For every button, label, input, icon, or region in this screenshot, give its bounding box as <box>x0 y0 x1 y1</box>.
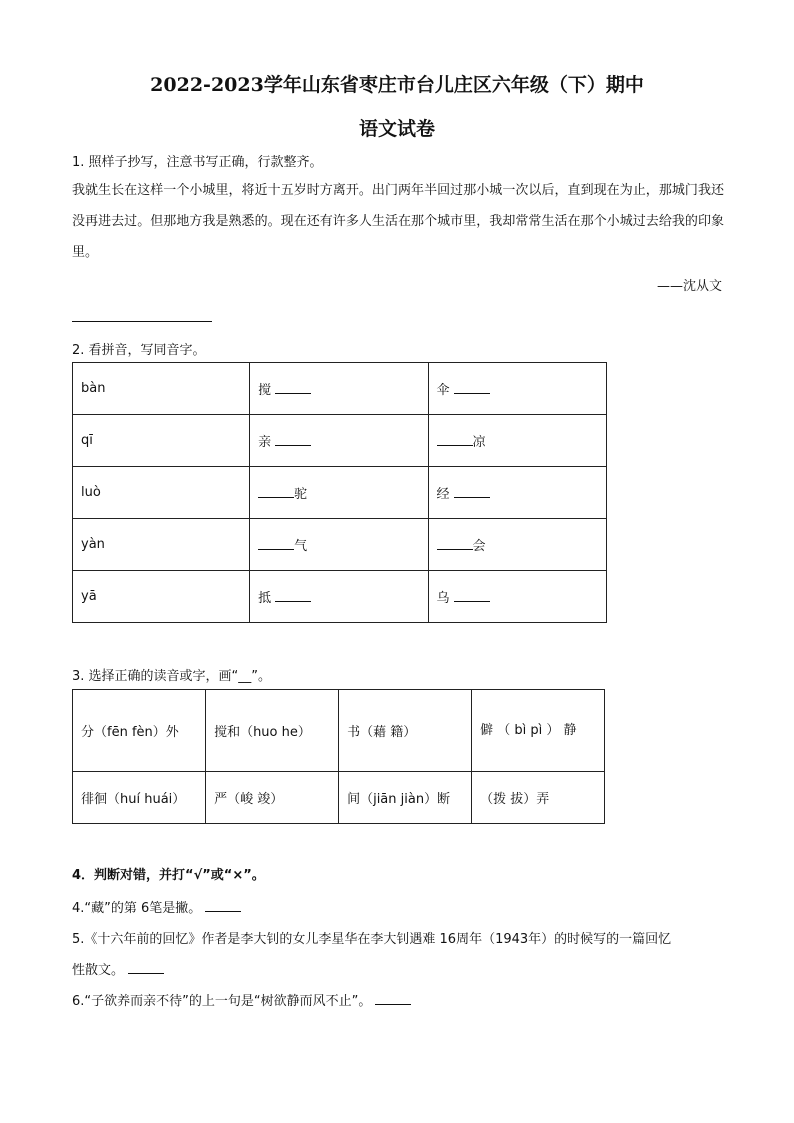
choice-cell[interactable]: 徘徊（huí huái） <box>73 772 206 824</box>
choice-cell[interactable]: 僻 （ bì pì ） 静 <box>472 690 605 772</box>
word-cell <box>250 519 428 571</box>
choice-cell[interactable]: 间（jiān jiàn）断 <box>339 772 472 824</box>
judge-item-text: 5.《十六年前的回忆》作者是李大钊的女儿李星华在李大钊遇难 16周年（1943年）的时候写的一篇回忆 <box>72 932 672 947</box>
word-cell <box>250 363 428 415</box>
pinyin-cell: yàn <box>73 519 250 571</box>
answer-blank[interactable] <box>454 487 490 498</box>
judge-item-continued <box>72 959 164 978</box>
table-row <box>73 690 605 772</box>
choice-table <box>72 689 605 824</box>
word-prefix: 乌 <box>436 591 454 606</box>
word-prefix: 经 <box>436 487 454 502</box>
q2-prompt: 2. 看拼音，写同音字。 <box>72 343 206 358</box>
choice-cell[interactable]: （拨 拔）弄 <box>472 772 605 824</box>
word-prefix: 亲 <box>258 435 276 450</box>
q1-author: ——沈从文 <box>656 279 722 294</box>
q1-passage: 我就生长在这样一个小城里，将近十五岁时方离开。出门两年半回过那小城一次以后，直到现在为止，那城门我还没再进去过。但那地方我是熟悉的。现在还有许多人生活在那个城市里，我却常常生活在那个小城过去给我的印象里。 <box>72 183 724 260</box>
q4-heading: 4．判断对错，并打“√”或“×”。 <box>72 868 265 883</box>
table-row <box>73 772 605 824</box>
pinyin-cell: yā <box>73 571 250 623</box>
pinyin-cell: bàn <box>73 363 250 415</box>
choice-cell[interactable]: 严（峻 竣） <box>206 772 339 824</box>
word-cell <box>250 415 428 467</box>
exam-subtitle: 语文试卷 <box>358 118 435 140</box>
word-cell <box>428 363 606 415</box>
pinyin-table <box>72 362 607 623</box>
choice-cell[interactable]: 分（fēn fèn）外 <box>73 690 206 772</box>
answer-blank[interactable] <box>258 487 294 498</box>
word-cell <box>250 467 428 519</box>
pinyin-cell: luò <box>73 467 250 519</box>
q1-prompt: 1. 照样子抄写，注意书写正确，行款整齐。 <box>72 155 323 170</box>
word-cell <box>428 571 606 623</box>
answer-blank[interactable] <box>437 539 473 550</box>
word-suffix: 会 <box>472 539 486 554</box>
judge-item-text: 性散文。 <box>72 963 125 978</box>
answer-blank[interactable] <box>205 901 241 912</box>
word-suffix: 驼 <box>294 487 308 502</box>
word-prefix: 搅 <box>258 383 276 398</box>
judge-item-text: 4.“藏”的第 6笔是撇。 <box>72 901 202 916</box>
table-row <box>73 363 607 415</box>
judge-item-text: 6.“子欲养而亲不待”的上一句是“树欲静而风不止”。 <box>72 994 372 1009</box>
table-row <box>73 467 607 519</box>
word-cell <box>428 415 606 467</box>
judge-item <box>72 928 671 947</box>
word-suffix: 凉 <box>472 435 486 450</box>
judge-item <box>72 897 241 916</box>
answer-blank[interactable] <box>275 591 311 602</box>
judge-item <box>72 990 411 1009</box>
word-cell <box>428 467 606 519</box>
answer-blank[interactable] <box>128 963 164 974</box>
table-row <box>73 519 607 571</box>
answer-blank[interactable] <box>454 591 490 602</box>
word-prefix: 抵 <box>258 591 276 606</box>
exam-title: 2022-2023学年山东省枣庄市台儿庄区六年级（下）期中 <box>150 74 644 96</box>
word-cell <box>428 519 606 571</box>
table-row <box>73 415 607 467</box>
q3-prompt: 3. 选择正确的读音或字，画“__”。 <box>72 669 272 684</box>
pinyin-cell: qī <box>73 415 250 467</box>
word-suffix: 气 <box>294 539 308 554</box>
answer-blank[interactable] <box>258 539 294 550</box>
answer-blank[interactable] <box>437 435 473 446</box>
word-prefix: 伞 <box>436 383 454 398</box>
q1-answer-line[interactable] <box>72 321 212 322</box>
choice-cell[interactable]: 搅和（huo he） <box>206 690 339 772</box>
answer-blank[interactable] <box>275 383 311 394</box>
choice-cell[interactable]: 书（藉 籍） <box>339 690 472 772</box>
answer-blank[interactable] <box>275 435 311 446</box>
answer-blank[interactable] <box>454 383 490 394</box>
answer-blank[interactable] <box>375 994 411 1005</box>
word-cell <box>250 571 428 623</box>
table-row <box>73 571 607 623</box>
